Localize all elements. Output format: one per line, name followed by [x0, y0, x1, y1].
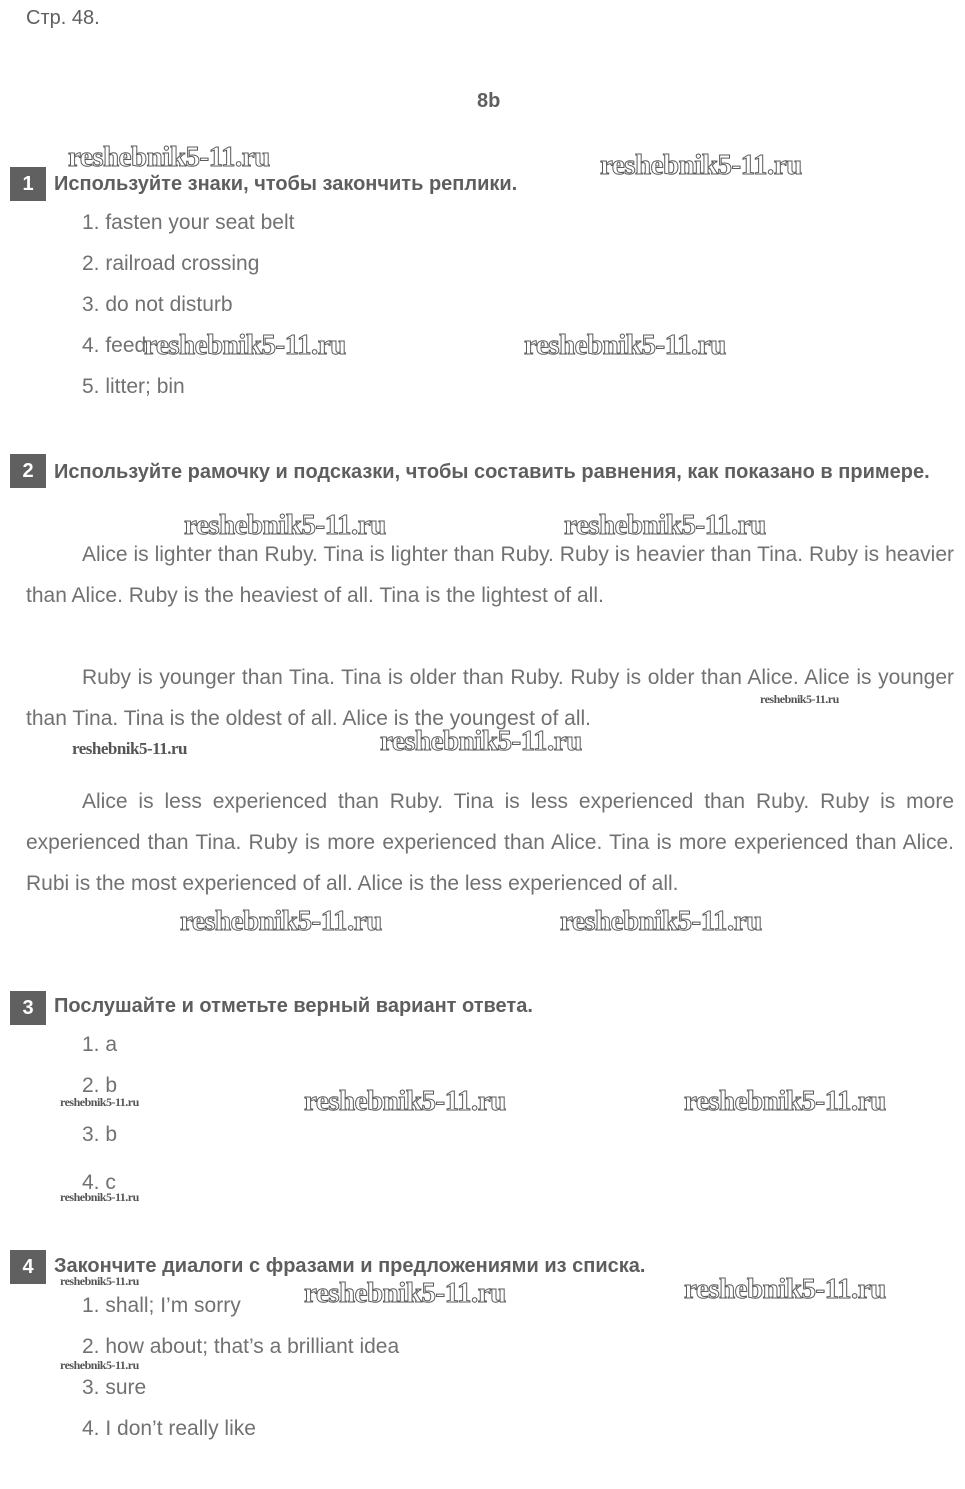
watermark: reshebnik5-11.ru [60, 1358, 139, 1372]
list-item: 5. litter; bin [82, 375, 185, 398]
list-item: 2. b [82, 1074, 118, 1097]
answer-paragraph: Alice is lighter than Ruby. Tina is lighter than Ruby. Ruby is heavier than Tina. Ruby is heavier than Alice. Ruby is the heaviest of all. Tina is the lightest of all. [26, 543, 954, 607]
section-title: 8b [477, 90, 501, 112]
watermark: reshebnik5-11.ru [564, 509, 766, 541]
watermark: reshebnik5-11.ru [760, 692, 839, 706]
watermark: reshebnik5-11.ru [684, 1273, 886, 1305]
page-reference: Стр. 48. [26, 7, 100, 29]
task-title: Закончите диалоги с фразами и предложениями из списка. [54, 1255, 646, 1277]
task-number-badge: 2 [10, 454, 46, 488]
task-title: Используйте рамочку и подсказки, чтобы составить равнения, как показано в примере. [54, 461, 930, 483]
list-item: 1. a [82, 1033, 118, 1056]
answer-paragraph: Ruby is younger than Tina. Tina is older than Ruby. Ruby is older than Alice. Alice is younger than Tina. Tina is the oldest of all. Alice is the youngest of all. [26, 666, 954, 730]
list-item: 4. I don’t really like [82, 1417, 256, 1440]
list-item: 4. c [82, 1171, 116, 1194]
task-number-badge: 3 [10, 991, 46, 1025]
list-item: 1. fasten your seat belt [82, 211, 295, 234]
watermark: reshebnik5-11.ru [68, 141, 270, 173]
task-title: Используйте знаки, чтобы закончить реплики. [54, 173, 518, 195]
watermark: reshebnik5-11.ru [304, 1085, 506, 1117]
task-number-badge: 1 [10, 167, 46, 201]
watermark: reshebnik5-11.ru [184, 509, 386, 541]
watermark: reshebnik5-11.ru [60, 1190, 139, 1204]
watermark: reshebnik5-11.ru [144, 329, 346, 361]
list-item: 1. shall; I’m sorry [82, 1294, 241, 1317]
task-title: Послушайте и отметьте верный вариант ответа. [54, 995, 533, 1017]
list-item: 2. how about; that’s a brilliant idea [82, 1335, 400, 1358]
watermark: reshebnik5-11.ru [180, 905, 382, 937]
task-number-badge: 4 [10, 1250, 46, 1284]
list-item: 2. railroad crossing [82, 252, 260, 275]
answer-paragraph: Alice is less experienced than Ruby. Tina is less experienced than Ruby. Ruby is more experienced than Tina. Ruby is more experienced than Alice. Tina is more experienced than Alice. Rubi is the most experienced of all. Alice is the less experienced of all. [26, 790, 954, 895]
list-item: 3. b [82, 1123, 118, 1146]
watermark: reshebnik5-11.ru [380, 725, 582, 757]
watermark: reshebnik5-11.ru [60, 1095, 139, 1109]
watermark: reshebnik5-11.ru [60, 1274, 139, 1288]
list-item: 3. sure [82, 1376, 147, 1399]
watermark: reshebnik5-11.ru [72, 739, 187, 758]
watermark: reshebnik5-11.ru [684, 1085, 886, 1117]
watermark: reshebnik5-11.ru [304, 1277, 506, 1309]
list-item: 3. do not disturb [82, 293, 233, 316]
watermark: reshebnik5-11.ru [600, 149, 802, 181]
watermark: reshebnik5-11.ru [524, 329, 726, 361]
watermark: reshebnik5-11.ru [560, 905, 762, 937]
list-item: 4. feed [82, 334, 147, 357]
